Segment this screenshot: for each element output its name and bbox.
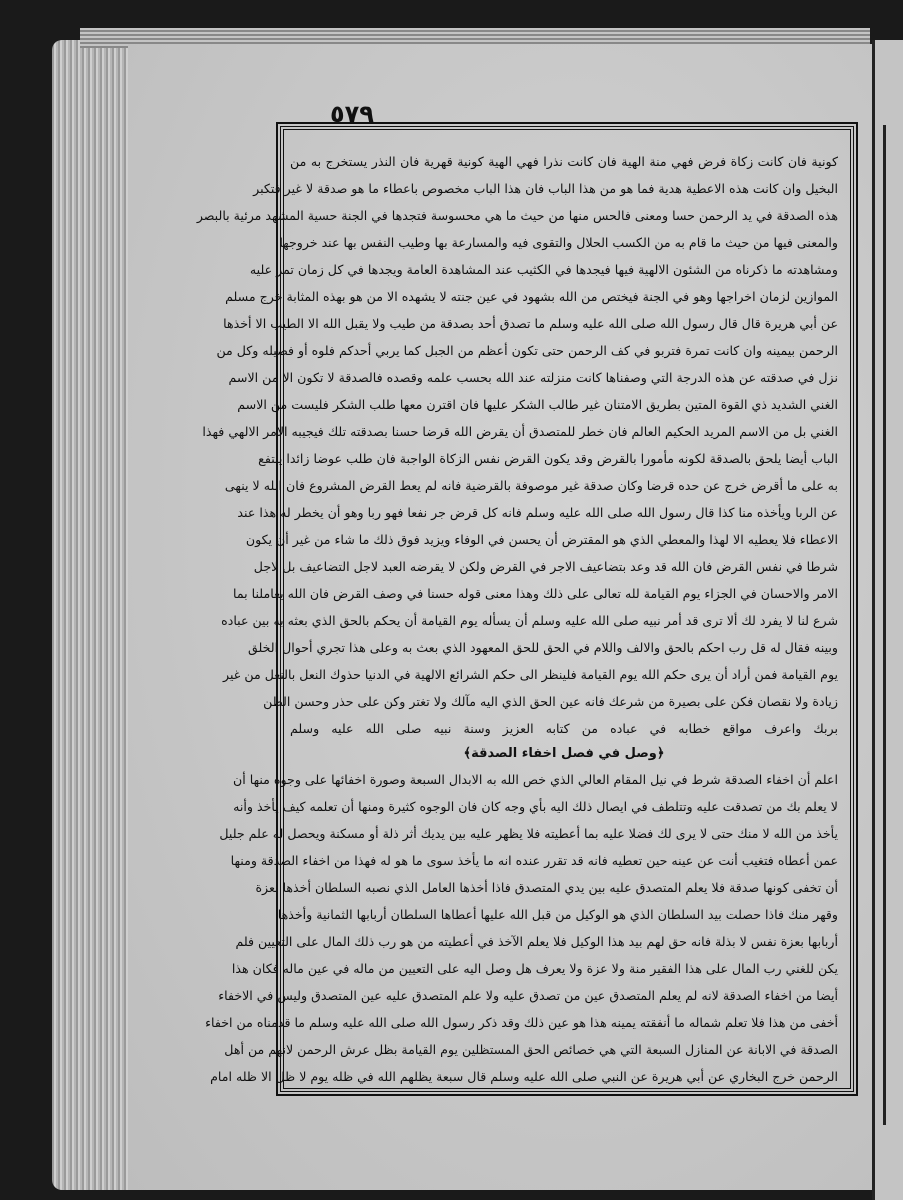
text-line: يوم القيامة فمن أراد أن يرى حكم الله يوم القيامة فلينظر الى حكم الشرائع الالهية في الدنيا حذوك النعل بالنعل من غير xyxy=(223,667,838,682)
text-line: به على ما أقرض خرج عن حده قرضا وكان صدقة غير موصوفة بالقرضية فانه لم يعط القرض المشروع فان الله لا ينهى xyxy=(224,478,838,493)
text-line: والمعنى فيها من حيث ما قام به من الكسب الحلال والتقوى فيه والمسارعة بها وطيب النفس بها عند خروجها xyxy=(279,235,838,250)
page-text xyxy=(196,148,838,1090)
text-line: الرحمن بيمينه وان كانت تمرة فتربو في كف الرحمن حتى تكون أعظم من الجبل كما يربي أحدكم فلوه أو فصيله وكل من xyxy=(216,343,838,358)
text-line: اعلم أن اخفاء الصدقة شرط في نيل المقام العالي الذي خص الله به الابدال السبعة وصورة اخفائها على وجوه منها أن xyxy=(232,772,838,787)
text-line: لا يعلم بك من تصدقت عليه وتتلطف في ايصال ذلك اليه بأي وجه كان فان الوجوه كثيرة ومنها أن تعلمه كيف يأخذ وأنه xyxy=(233,799,838,814)
text-line: الغني بل من الاسم المريد الحكيم العالم فان خطر للمتصدق أن يقرض الله قرضا حسنا بصدقته تلك فيجيبه الامر الالهي فهذا xyxy=(202,424,838,439)
page-number: ٥٧٩ xyxy=(330,100,374,128)
text-line: عمن أعطاه فتغيب أنت عن عينه حين تعطيه فانه قد تقرر عنده انه ما يأخذ سوى ما هو له فهذا من اخفاء الصدقة ومنها xyxy=(230,853,838,868)
text-line: أن تخفى كونها صدقة فلا يعلم المتصدق عليه بين يدي المتصدق فاذا أخذها العامل الذي نصبه السلطان أخذها بعزة xyxy=(255,880,838,895)
text-line: الرحمن خرج البخاري عن أبي هريرة عن النبي صلى الله عليه وسلم قال سبعة يظلهم الله في ظله يوم لا ظل الا ظله امام xyxy=(210,1069,838,1084)
facing-page-edge xyxy=(872,40,903,1200)
text-line: نزل في صدقته عن هذه الدرجة التي وصفناها كانت منزلته عند الله بحسب علمه وقصده فالصدقة لا تكون الا من الاسم xyxy=(228,370,838,385)
text-line: الاعطاء فلا يعطيه الا لهذا والمعطي الذي هو المقترض أن يحسن في الوفاء ويزيد فوق ذلك ما شاء من غير أن يكون xyxy=(245,532,838,547)
text-line: عن الربا ويأخذه منا كذا قال رسول الله صلى الله عليه وسلم فانه كل قرض جر نفعا فهو ربا وهو أن يخطر له هذا عند xyxy=(237,505,838,520)
text-line: وقهر منك فاذا حصلت بيد السلطان الذي هو الوكيل من قبل الله عليها أعطاها السلطان أربابها الثمانية وأخذها xyxy=(277,907,838,922)
text-line: هذه الصدقة في يد الرحمن حسا ومعنى فالحس منها من حيث ما هي محسوسة فتجدها في الجنة حسية المشهد مرئية بالبصر xyxy=(196,208,838,223)
text-line: زيادة ولا نقصان فكن على بصيرة من شرعك فانه عين الحق الذي اليه مآلك ولا تغتر وكن على حذر وحسن الظن xyxy=(263,694,838,709)
text-line: شرطا في نفس القرض فان الله قد وعد بتضاعيف الاجر في القرض ولكن لا يقرضه العبد لاجل التضاعيف بل لاجل xyxy=(253,559,838,574)
text-line: الموازين لزمان اخراجها وهو في الجنة فيختص من الله بشهود في عين جنته لا يشهده الا من هو بهذه المثابة خرج مسلم xyxy=(225,289,838,304)
text-line: يأخذ من الله لا منك حتى لا يرى لك فضلا عليه بما أعطيته فلا يظهر عليه بين يديك أثر ذلة أو مسكنة ويحصل له علم جليل xyxy=(219,826,838,841)
facing-page-border xyxy=(883,125,886,1125)
text-line: أخفى من هذا فلا تعلم شماله ما أنفقته يمينه هذا هو عين ذلك وقد ذكر رسول الله صلى الله عليه وسلم ما قدمناه من اخفاء xyxy=(205,1015,838,1030)
text-line: وبينه فقال له قل رب احكم بالحق والالف واللام في الحق للحق المعهود الذي بعث به وعلى هذا تجري أحوال الخلق xyxy=(247,640,838,655)
text-line: ومشاهدته ما ذكرناه من الشئون الالهية فيها فيجدها في الكثيب عند المشاهدة العامة ويجدها في كل زمان تمر عليه xyxy=(249,262,838,277)
text-line: أربابها بعزة نفس لا بذلة فانه حق لهم بيد هذا الوكيل فلا يعلم الآخذ في أعطيته من هو رب ذلك المال على التعيين فلم xyxy=(235,934,838,949)
text-line: البخيل وان كانت هذه الاعطية هدية فما هو من هذا الباب فان هذا الباب مخصوص باعطاء ما هو صدقة لا غير فتكبر xyxy=(253,181,838,196)
text-line: بربك واعرف مواقع خطابه في عباده من كتابه العزيز وسنة نبيه صلى الله عليه وسلم xyxy=(290,721,838,736)
text-line: الغني الشديد ذي القوة المتين بطريق الامتنان غير طالب الشكر عليها فان اقترن معها طلب الشكر فليست من الاسم xyxy=(237,397,838,412)
text-line: عن أبي هريرة قال قال رسول الله صلى الله عليه وسلم ما تصدق أحد بصدقة من طيب ولا يقبل الله الا الطيب الا أخذها xyxy=(223,316,838,331)
text-line: كونية فان كانت زكاة فرض فهي منة الهية فان كانت نذرا فهي الهية كونية قهرية فان النذر يستخرج به من xyxy=(290,154,838,169)
text-line: يكن للغني رب المال على هذا الفقير منة ولا عزة ولا يعرف هل وصل اليه على التعيين من ماله في عين ماله فكان هذا xyxy=(231,961,838,976)
text-line: شرع لنا لا يفرد لك ألا ترى قد أمر نبيه صلى الله عليه وسلم أن يسأله يوم القيامة أن يحكم بالحق الذي بعثه به بين عباده xyxy=(221,613,838,628)
section-heading: ﴿وصل في فصل اخفاء الصدقة﴾ xyxy=(463,746,665,761)
text-line: الباب أيضا يلحق بالصدقة لكونه مأمورا بالقرض وقد يكون القرض نفس الزكاة الواجبة فان طلب عوضا زائدا ينتفع xyxy=(258,451,838,466)
text-line: الامر والاحسان في الجزاء يوم القيامة لله تعالى على ذلك وهذا معنى قوله حسنا في وصف القرض فان الله يعاملنا بما xyxy=(233,586,838,601)
text-line: الصدقة في الابانة عن المنازل السبعة التي هي خصائص الحق المستظلين يوم القيامة بظل عرش الرحمن لانهم من أهل xyxy=(224,1042,838,1057)
text-line: أيضا من اخفاء الصدقة لانه لم يعلم المتصدق عين من تصدق عليه ولا علم المتصدق عليه عين المتصدق وليس في الاخفاء xyxy=(218,988,838,1003)
